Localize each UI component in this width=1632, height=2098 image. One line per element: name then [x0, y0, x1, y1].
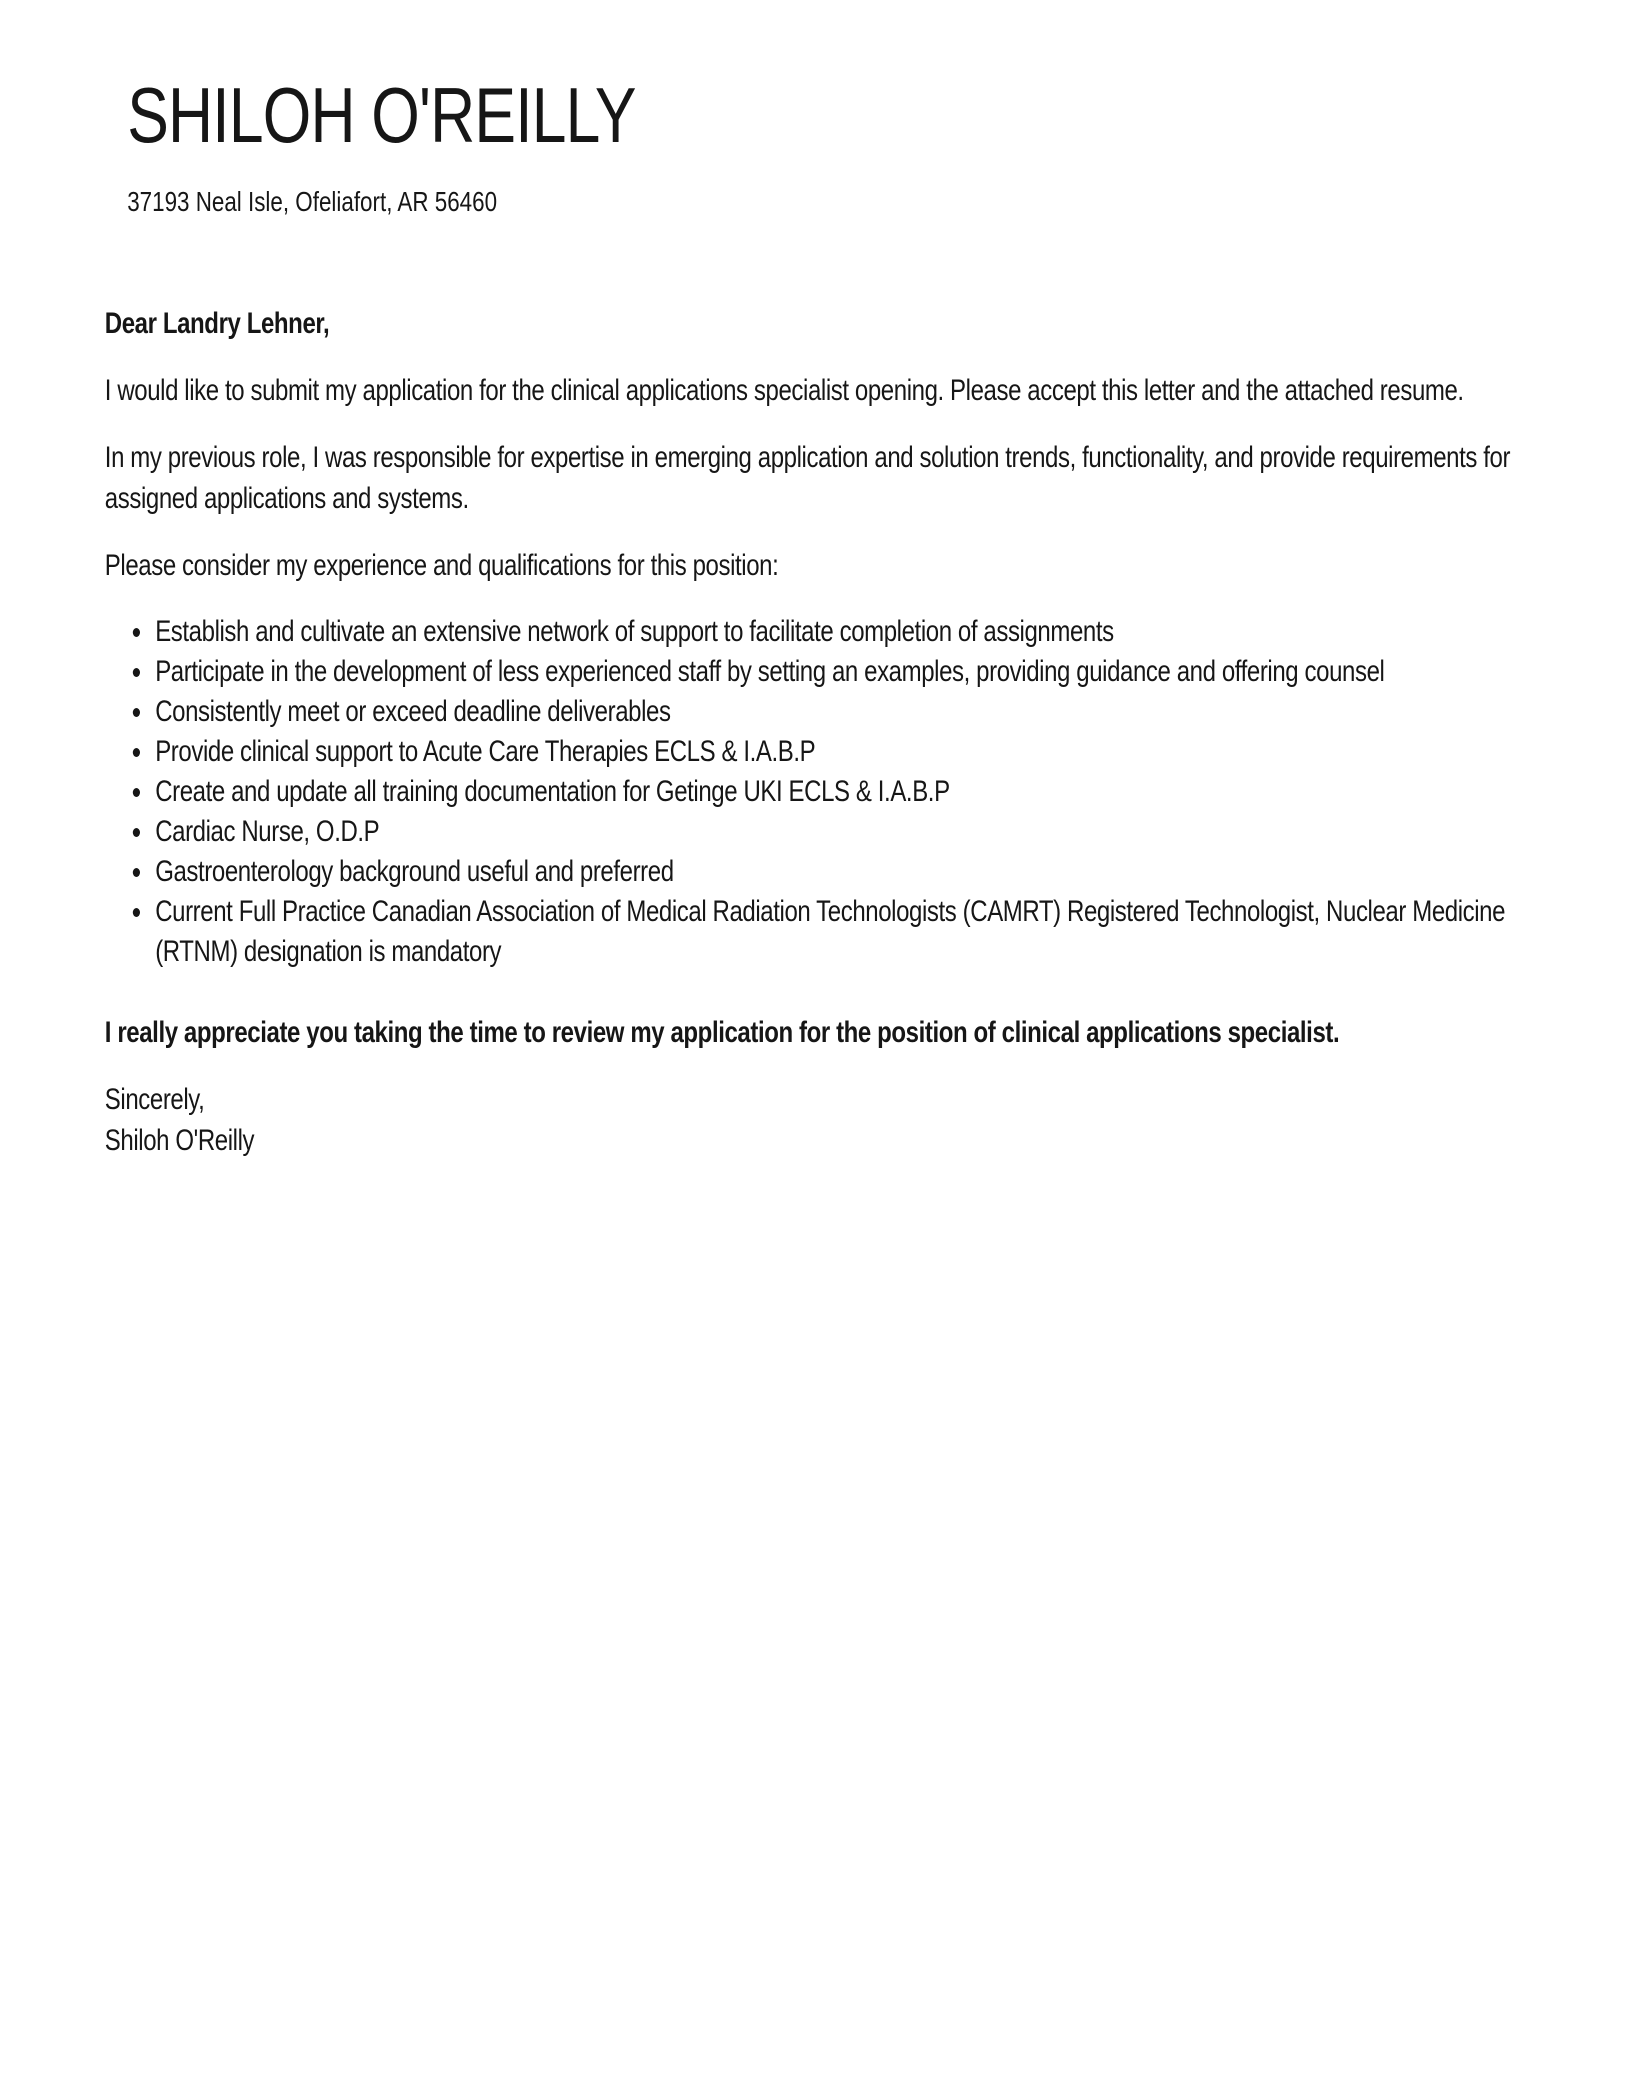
closing-paragraph: I really appreciate you taking the time to review my application for the position of clinical applications specialist. — [104, 1016, 1340, 1049]
previous-role-paragraph: In my previous role, I was responsible for expertise in emerging application and solution trends, functionality, and provide requirements for assigned applications and systems. — [104, 441, 1511, 515]
qualification-item: • Consistently meet or exceed deadline deliverables — [152, 692, 1545, 732]
qualification-item: • Participate in the development of less experienced staff by setting an examples, providing guidance and offering counsel — [152, 652, 1545, 692]
qualifications-list — [105, 612, 1545, 972]
intro-paragraph: I would like to submit my application for the clinical applications specialist opening. Please accept this letter and the attached resume. — [104, 374, 1464, 407]
qualifications-lead-in: Please consider my experience and qualifications for this position: — [104, 549, 779, 582]
letter-body — [105, 303, 1545, 1161]
qualification-item: • Provide clinical support to Acute Care Therapies ECLS & I.A.B.P — [152, 732, 1545, 772]
applicant-address: 37193 Neal Isle, Ofeliafort, AR 56460 — [127, 186, 498, 217]
letter-header — [105, 70, 1632, 222]
qualification-item: • Cardiac Nurse, O.D.P — [152, 812, 1545, 852]
applicant-name: SHILOH O'REILLY — [127, 71, 636, 159]
qualification-item: • Create and update all training documentation for Getinge UKI ECLS & I.A.B.P — [152, 772, 1545, 812]
greeting-line: Dear Landry Lehner, — [104, 307, 330, 340]
qualification-item: • Establish and cultivate an extensive network of support to facilitate completion of assignments — [152, 612, 1545, 652]
qualification-item: • Gastroenterology background useful and preferred — [152, 852, 1545, 892]
signoff-word: Sincerely, — [104, 1083, 205, 1116]
signoff-block — [105, 1079, 1545, 1161]
signature-name: Shiloh O'Reilly — [104, 1124, 255, 1157]
qualification-item: • Current Full Practice Canadian Association of Medical Radiation Technologists (CAMRT) Registered Technologist, Nuclear Medicine (RTNM) designation is mandatory — [152, 892, 1545, 972]
letter-content — [0, 70, 1632, 1161]
